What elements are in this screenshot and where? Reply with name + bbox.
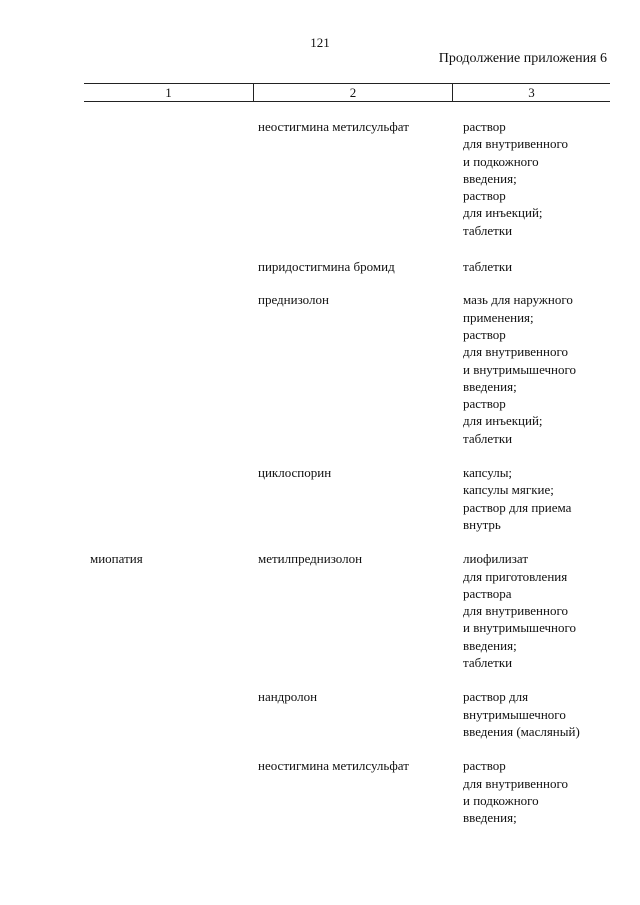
form-cell: раствор для внутривенного и подкожного введения; раствор для инъекций; таблетки (463, 119, 568, 238)
table-row (0, 550, 640, 671)
header-col-2: 2 (254, 84, 453, 101)
drug-cell: преднизолон (258, 292, 329, 308)
table-row (0, 757, 640, 826)
drug-cell: неостигмина метилсульфат (258, 119, 409, 134)
table-row (0, 464, 640, 533)
drug-cell: метилпреднизолон (258, 551, 363, 567)
table-row (0, 258, 640, 275)
table-body (0, 118, 640, 826)
appendix-caption: Продолжение приложения 6 (438, 51, 607, 66)
table-row (0, 291, 640, 447)
disease-cell (0, 464, 173, 533)
form-cell: раствор для внутримышечного введения (масляный) (463, 689, 580, 739)
form-cell: лиофилизат для приготовления раствора для внутривенного и внутримышечного введения; таблетки (463, 551, 577, 671)
disease-cell (0, 258, 173, 275)
disease-cell: миопатия (90, 551, 143, 567)
disease-cell (0, 757, 173, 826)
form-cell: капсулы; капсулы мягкие; раствор для приема внутрь (463, 465, 572, 532)
table-row (0, 688, 640, 740)
table-row (0, 118, 640, 239)
drug-cell: нандролон (258, 689, 318, 705)
form-cell: мазь для наружного применения; раствор для внутривенного и внутримышечного введения; раствор для инъекций; таблетки (463, 292, 577, 446)
drug-cell: пиридостигмина бромид (258, 259, 395, 275)
disease-cell (0, 291, 173, 447)
form-cell: раствор для внутривенного и подкожного введения; (463, 758, 568, 826)
header-col-1: 1 (84, 84, 254, 101)
page-number: 121 (310, 35, 330, 50)
form-cell: таблетки (463, 259, 513, 275)
drug-cell: циклоспорин (258, 465, 332, 481)
header-col-3: 3 (528, 84, 535, 100)
disease-cell (0, 688, 173, 740)
disease-cell (0, 118, 173, 239)
drug-cell: неостигмина метилсульфат (258, 758, 409, 774)
table-header (84, 83, 610, 102)
